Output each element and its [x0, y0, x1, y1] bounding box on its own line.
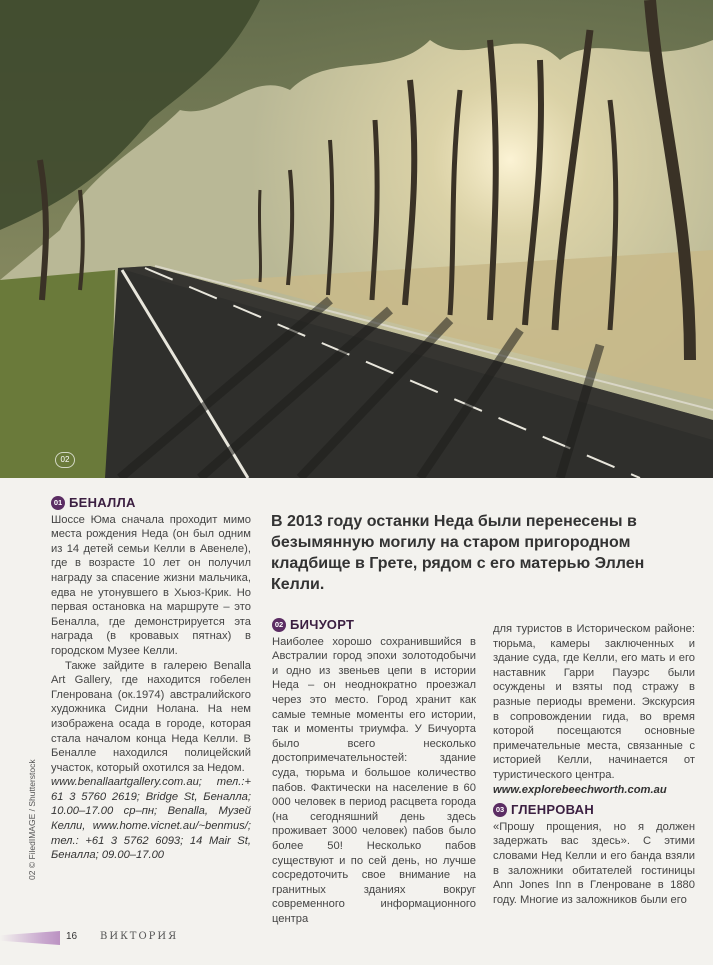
- contact-info: [51, 775, 251, 863]
- section-number-badge: 03: [493, 803, 507, 817]
- section-title: БИЧУОРТ: [290, 617, 355, 632]
- photo-credit: 02 © FiledIMAGE / Shutterstock: [27, 759, 37, 880]
- section-heading-benalla: [51, 496, 251, 511]
- photo-number-badge: 02: [55, 452, 75, 468]
- website-link[interactable]: www.benallaartgallery.com.au: [51, 776, 199, 789]
- paragraph: для туристов в Историческом районе: тюрьма, камеры заключенных и здание суда, где Келли, его мать и его наставник Гарри Пауэрс были осуждены и взяты под стражу в разные периоды времени. Экскурсия в сопровождении гида, во время которой посещаются основные примечательные места, связанные с историей Келли, начинается от туристического центра.: [493, 623, 695, 781]
- paragraph: «Прошу прощения, но я должен задержать вас здесь». С этими словами Нед Келли и его банда взяли в заложники обитателей гостиницы Ann Jones Inn в Гленроване в 1880 году. Многие из заложников были его: [493, 820, 695, 906]
- pull-quote: В 2013 году останки Неда были перенесены в безымянную могилу на старом пригородном кладбище в Грете, рядом с его матерью Эллен Келли.: [271, 513, 645, 593]
- paragraph: Также зайдите в галерею Benalla Art Gallery, где находится гобелен Гленрована (ок.1974) австралийского художника Сидни Нолана. На нем изображена осада в городе, которая стала началом конца Неда Келли. В Беналле находился полицейский участок, который охотился за Недом.: [51, 659, 251, 774]
- contact-details: ; тел.:+ 61 3 5760 2619; Bridge St, Беналла; 10.00–17.00 ср–пн; Benalla, Музей Келли,: [51, 776, 251, 833]
- paragraph: Наиболее хорошо сохранившийся в Австралии город эпохи золотодобычи и одно из звеньев цепи в истории Неда – он неоднократно проезжал через это место. Город хранит как самые темные моменты его истории, так и моменты триумфа. У Бичуорта было всего несколько достопримечательностей: здание суда, тюрьма и большое количество пабов. Фактически на население в 60 000 человек в период расцвета города (на сегодняшний день здесь проживает 3000 человек) пабов было более 50! Несколько пабов существуют и по сей день, но лучше сосредоточить свое внимание на гранитных зданиях вокруг современного информационного центра: [272, 635, 476, 925]
- section-title: БЕНАЛЛА: [69, 495, 136, 510]
- page-number: 16: [66, 931, 78, 942]
- section-heading-glenrowan: [493, 803, 695, 818]
- contact-details: ; тел.: +61 3 5762 6093; 14 Mair St, Беналла; 09.00–17.00: [51, 820, 251, 862]
- footer-ribbon: [0, 931, 60, 945]
- section-number-badge: 01: [51, 496, 65, 510]
- section-number-badge: 02: [272, 618, 286, 632]
- section-title: ГЛЕНРОВАН: [511, 802, 595, 818]
- road-photo: [0, 0, 713, 478]
- paragraph: Шоссе Юма сначала проходит мимо места рождения Неда (он был одним из 14 детей семьи Келли в Авенеле), где в возрасте 10 лет он получил награду за спасение жизни мальчика, едва не утонувшего в Хьюз-Крик. Но первая остановка на маршруте – это Беналла, где демонстрируется эта награда (в кровавых пятнах) в городском Музее Келли.: [51, 513, 251, 657]
- column-benalla: [51, 496, 251, 863]
- column-beechworth: [272, 618, 476, 926]
- website-link[interactable]: www.home.vicnet.au/~benmus/: [92, 820, 248, 833]
- column-continued: [493, 622, 695, 907]
- magazine-section-name: ВИКТОРИЯ: [100, 931, 179, 942]
- website-link[interactable]: www.explorebeechworth.com.au: [493, 783, 667, 796]
- section-heading-beechworth: [272, 618, 476, 633]
